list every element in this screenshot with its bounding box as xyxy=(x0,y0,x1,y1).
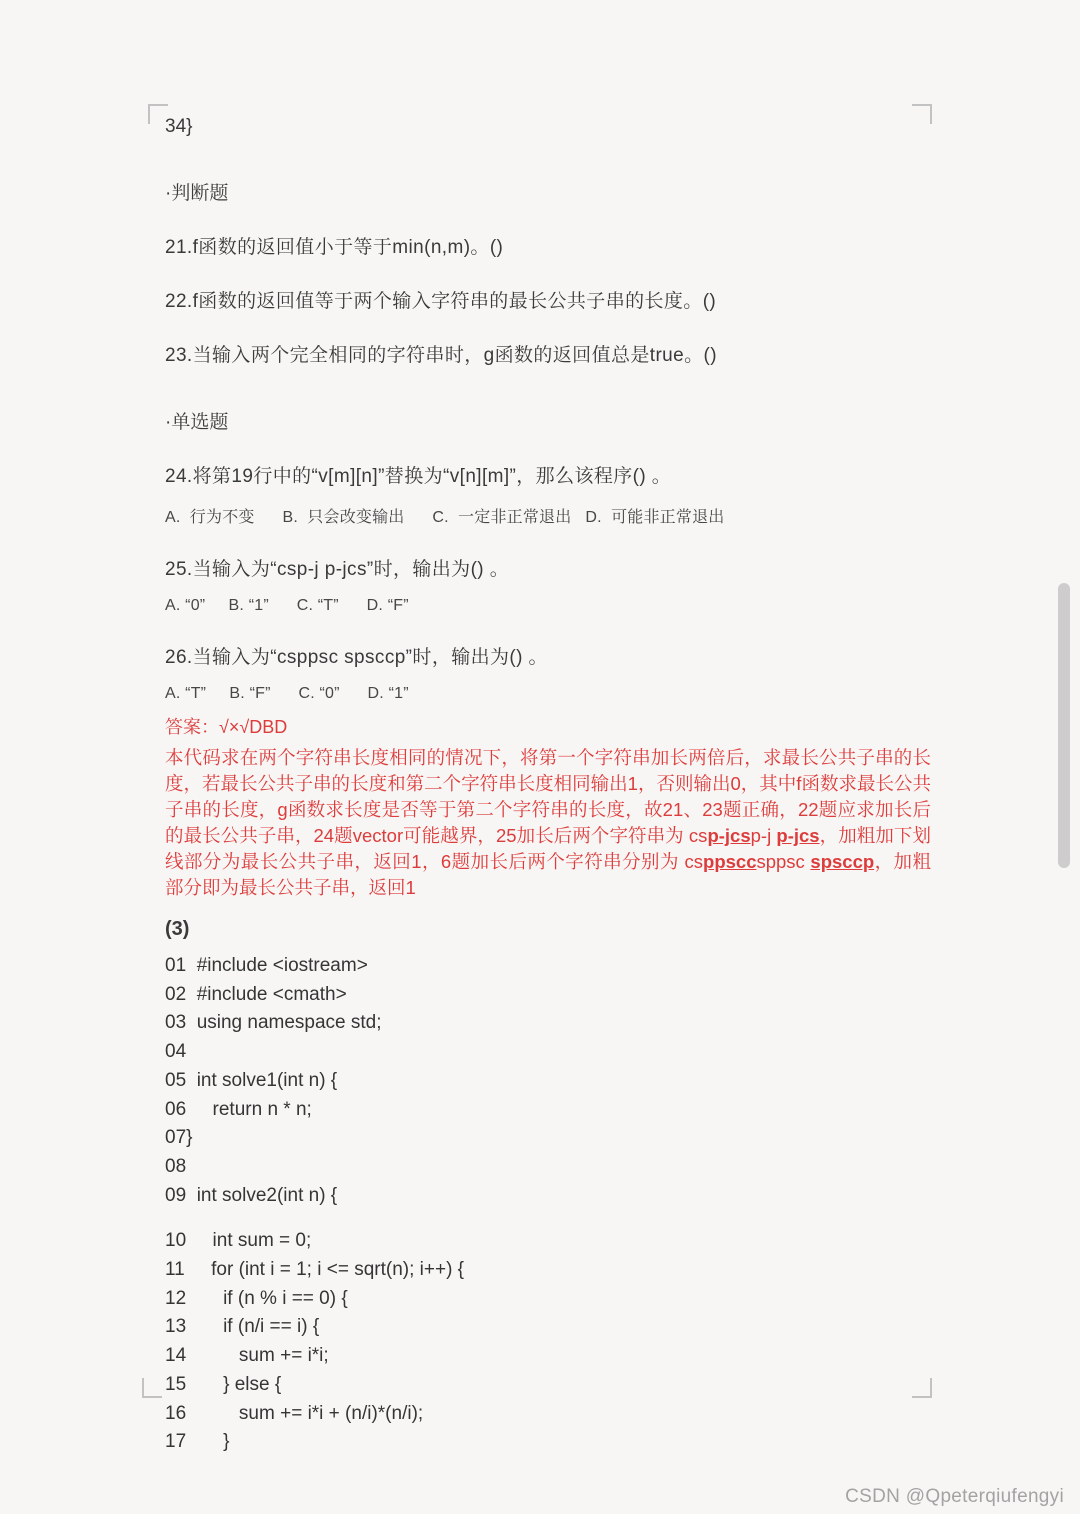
section-header-judge: ·判断题 xyxy=(165,183,229,204)
code-line: 06 return n * n; xyxy=(165,1098,312,1120)
code-line: 11 for (int i = 1; i <= sqrt(n); i++) { xyxy=(165,1259,465,1281)
answer-key-line: 答案：√×√DBD xyxy=(165,717,288,737)
explanation-text: 本代码求在两个字符串长度相同的情况下，将第一个字符串加长两倍后，求最长公共子串的长度，若最长公共子串的长度和第二个字符串长度相同输出1，否则输出0，其中f函数求最长公共子串的长度，g函数求长度是否等于第二个字符串的长度，故21、23题正确，22题应求加长后的最长公共子串，24题vector可能越界，25加长后两个字符串为 cs xyxy=(165,747,931,846)
code-line: 02 #include <cmath> xyxy=(165,983,347,1005)
choice-question: 25.当输入为“csp-j p-jcs”时，输出为() 。 xyxy=(165,559,510,580)
common-substring-highlight: spsccp xyxy=(810,851,875,872)
code-line: 15 } else { xyxy=(165,1373,282,1395)
code-tail-line: 34} xyxy=(165,116,193,137)
code-line: 12 if (n % i == 0) { xyxy=(165,1287,348,1309)
choice-options: A. “T” B. “F” C. “0” D. “1” xyxy=(165,685,409,702)
judge-question-list xyxy=(165,232,931,367)
common-substring-highlight: p-jcs xyxy=(707,825,751,846)
code-section-title: (3) xyxy=(165,918,190,940)
crop-mark-bottom-left xyxy=(142,1378,162,1398)
choice-options: A. 行为不变 B. 只会改变输出 C. 一定非正常退出 D. 可能非正常退出 xyxy=(165,509,725,526)
choice-question: 24.将第19行中的“v[m][n]”替换为“v[n][m]”，那么该程序() 。 xyxy=(165,466,672,487)
code-line: 05 int solve1(int n) { xyxy=(165,1069,338,1091)
judge-question: 23.当输入两个完全相同的字符串时，g函数的返回值总是true。() xyxy=(165,345,717,366)
explanation-text: sppsc xyxy=(756,851,811,872)
code-line: 08 xyxy=(165,1155,187,1177)
choice-question-list xyxy=(165,461,931,703)
judge-question: 22.f函数的返回值等于两个输入字符串的最长公共子串的长度。() xyxy=(165,291,717,312)
code-line: 04 xyxy=(165,1041,187,1063)
explanation-text: ，加粗部分即为最长公共子串，返回1 xyxy=(165,851,931,898)
code-line: 09 int solve2(int n) { xyxy=(165,1184,338,1206)
code-line: 17 } xyxy=(165,1431,230,1453)
csdn-watermark: CSDN @Qpeterqiufengyi xyxy=(845,1486,1064,1507)
document-content xyxy=(165,0,931,1457)
scrollbar-track[interactable] xyxy=(1058,0,1072,1514)
code-line: 03 using namespace std; xyxy=(165,1012,382,1034)
code-line: 13 if (n/i == i) { xyxy=(165,1316,320,1338)
explanation-text: p-j xyxy=(750,825,777,846)
choice-question: 26.当输入为“csppsc spsccp”时，输出为() 。 xyxy=(165,647,548,668)
code-line: 16 sum += i*i + (n/i)*(n/i); xyxy=(165,1402,424,1424)
code-line: 10 int sum = 0; xyxy=(165,1230,312,1252)
section-header-choice: ·单选题 xyxy=(165,412,229,433)
scrollbar-thumb[interactable] xyxy=(1058,583,1070,868)
explanation-text: ，加粗加下划线部分为最长公共子串，返回1，6题加长后两个字符串分别为 cs xyxy=(165,825,931,872)
answer-explanation xyxy=(165,745,931,901)
common-substring-highlight: p-jcs xyxy=(776,825,820,846)
judge-question: 21.f函数的返回值小于等于min(n,m)。() xyxy=(165,237,504,258)
code-line: 07} xyxy=(165,1127,193,1149)
code-line: 14 sum += i*i; xyxy=(165,1345,329,1367)
choice-options: A. “0” B. “1” C. “T” D. “F” xyxy=(165,597,409,614)
code-line: 01 #include <iostream> xyxy=(165,955,368,976)
common-substring-highlight: ppscc xyxy=(703,851,757,872)
code-listing xyxy=(165,952,931,1457)
